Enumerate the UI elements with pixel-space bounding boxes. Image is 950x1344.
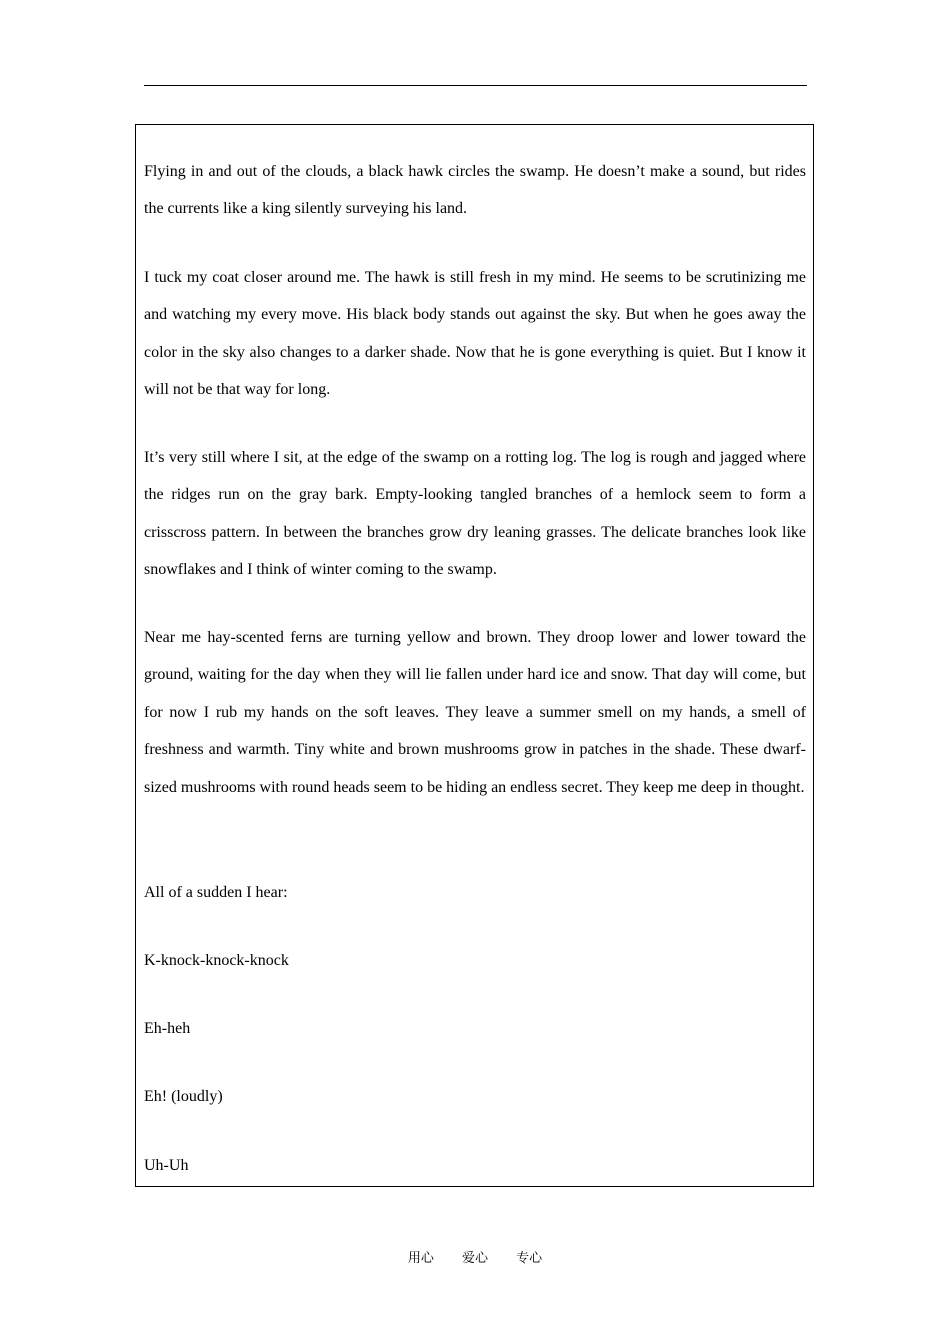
paragraph-log: It’s very still where I sit, at the edge of the swamp on a rotting log. The log is rough and jagged where the ridges run on the gray bark. Empty-looking tangled branches of a hemlock seem to form a crisscross pattern. In between the branches grow dry leaning grasses. The delicate branches look like snowflakes and I think of winter coming to the swamp. [144, 449, 806, 579]
sound-knock: K-knock-knock-knock [144, 952, 289, 969]
sound-eh-heh: Eh-heh [144, 1020, 191, 1037]
paragraph-ferns: Near me hay-scented ferns are turning yellow and brown. They droop lower and lower toward the ground, waiting for the day when they will lie fallen under hard ice and snow. That day will come, but for now I rub my hands on the soft leaves. They leave a summer smell on my hands, a smell of freshness and warmth. Tiny white and brown mushrooms grow in patches in the shade. These dwarf-sized mushrooms with round heads seem to be hiding an endless secret. They keep me deep in thought. [144, 629, 806, 796]
sound-eh-loudly: Eh! (loudly) [144, 1088, 223, 1105]
paragraph-coat: I tuck my coat closer around me. The hawk is still fresh in my mind. He seems to be scrutinizing me and watching my every move. His black body stands out against the sky. But when he goes away the color in the sky also changes to a darker shade. Now that he is gone everything is quiet. But I know it will not be that way for long. [144, 269, 806, 399]
page-footer [0, 1247, 950, 1266]
text-box [135, 124, 814, 1187]
paragraph-sudden: All of a sudden I hear: [144, 884, 288, 901]
footer-item-2: 爱心 [461, 1251, 488, 1266]
sound-uh-uh: Uh-Uh [144, 1157, 189, 1174]
paragraph-hawk: Flying in and out of the clouds, a black hawk circles the swamp. He doesn’t make a sound, but rides the currents like a king silently surveying his land. [144, 163, 806, 218]
header-rule [144, 85, 807, 86]
footer-item-3: 专心 [516, 1251, 543, 1266]
footer-item-1: 用心 [407, 1251, 434, 1266]
